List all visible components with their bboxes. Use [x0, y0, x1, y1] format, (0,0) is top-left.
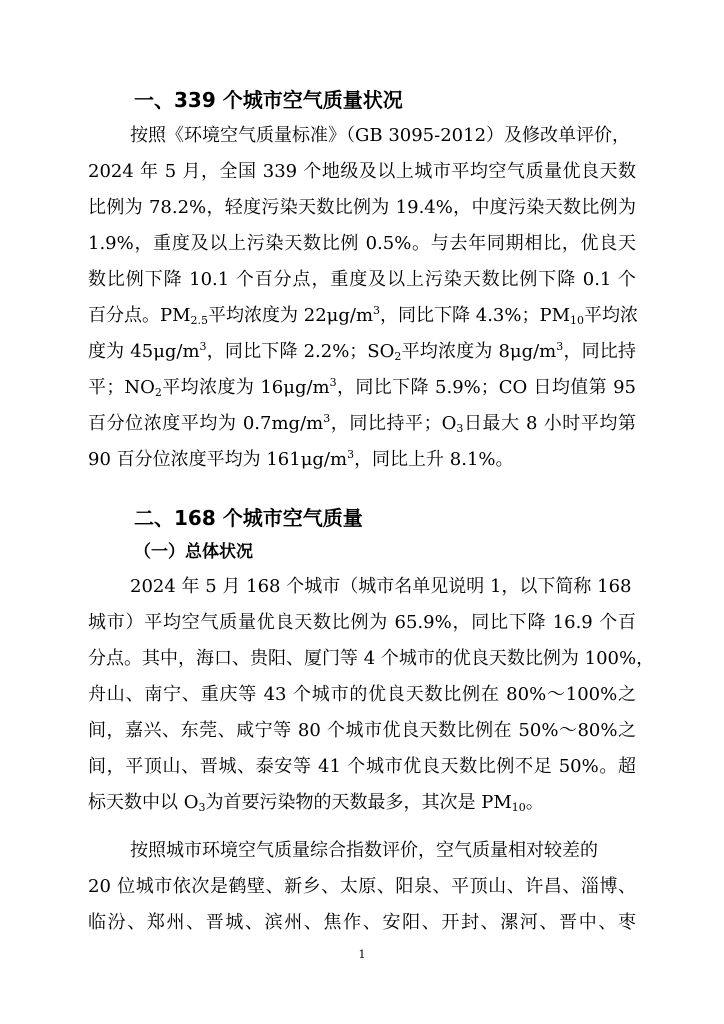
paragraph-line: 百分点。$PM_{2.5}$平均浓度为 $22\mu g/m^3$，同比下降 4.3%；$PM_{10}$平均浓: [88, 304, 639, 327]
paragraph-line: 百分位浓度平均为 $0.7mg/m^3$，同比持平；$O_3$日最大 8 小时平均第: [88, 412, 636, 435]
subsection-heading: （一）总体状况: [134, 542, 253, 562]
paragraph-line: 数比例下降 10.1 个百分点，重度及以上污染天数比例下降 0.1 个: [88, 269, 636, 290]
paragraph-line: 分点。其中，海口、贵阳、厦门等 4 个城市的优良天数比例为 100%，: [88, 648, 655, 669]
paragraph-line: 临汾、郑州、晋城、滨州、焦作、安阳、开封、漯河、晋中、枣: [88, 912, 636, 933]
paragraph-line: 按照城市环境空气质量综合指数评价，空气质量相对较差的: [130, 840, 598, 861]
paragraph-line: 城市）平均空气质量优良天数比例为 65.9%，同比下降 16.9 个百: [88, 612, 636, 633]
paragraph-line: 1.9%，重度及以上污染天数比例 0.5%。与去年同期相比，优良天: [88, 233, 636, 254]
paragraph-line: 90 百分位浓度平均为 $161\mu g/m^3$，同比上升 8.1%。: [88, 448, 514, 470]
paragraph-line: 比例为 78.2%，轻度污染天数比例为 19.4%，中度污染天数比例为: [88, 197, 636, 218]
paragraph-line: 舟山、南宁、重庆等 43 个城市的优良天数比例在 80%～100%之: [88, 684, 636, 705]
section1-heading: 一、339 个城市空气质量状况: [134, 88, 403, 112]
paragraph-line: 度为 $45\mu g/m^3$，同比下降 2.2%；$SO_2$平均浓度为 $8\mu g/m^3$，同比持: [88, 340, 636, 363]
paragraph-line: 间，嘉兴、东莞、咸宁等 80 个城市优良天数比例在 50%～80%之: [88, 720, 636, 741]
paragraph-line: 平；$NO_2$平均浓度为 $16\mu g/m^3$，同比下降 5.9%；CO 日均值第 95: [88, 376, 636, 399]
paragraph-line: 按照《环境空气质量标准》（GB 3095-2012）及修改单评价，: [130, 125, 631, 146]
paragraph-line: 20 位城市依次是鹤壁、新乡、太原、阳泉、平顶山、许昌、淄博、: [88, 876, 636, 897]
section2-heading: 二、168 个城市空气质量: [134, 506, 363, 530]
paragraph-line: 间，平顶山、晋城、泰安等 41 个城市优良天数比例不足 50%。超: [88, 756, 636, 777]
paragraph-line: 标天数中以 $O_3$为首要污染物的天数最多，其次是 $PM_{10}$。: [88, 792, 544, 814]
paragraph-line: 2024 年 5 月，全国 339 个地级及以上城市平均空气质量优良天数: [88, 161, 636, 182]
paragraph-line: 2024 年 5 月 168 个城市（城市名单见说明 1，以下简称 168: [130, 576, 632, 597]
page-number: 1: [358, 948, 366, 961]
